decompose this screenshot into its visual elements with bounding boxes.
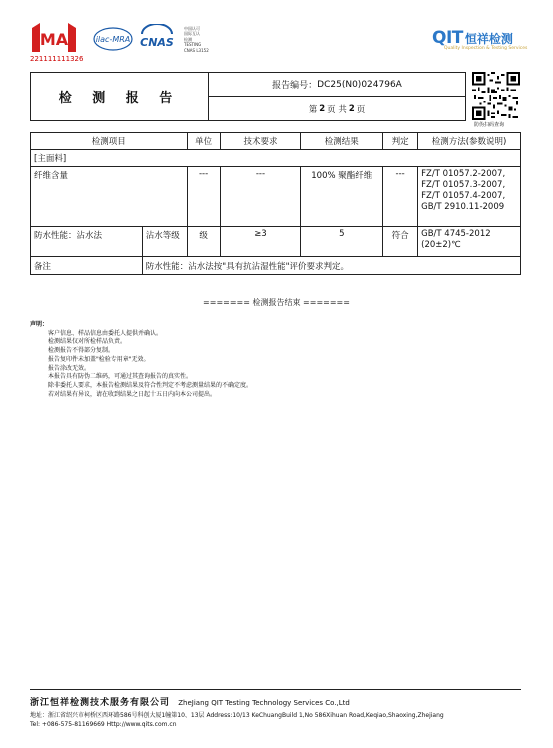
cma-logo: [30, 22, 78, 56]
footer-divider: [30, 689, 521, 690]
unit-cell: ---: [187, 167, 220, 227]
header-method: 检测方法(参数说明): [418, 133, 521, 150]
results-table: [30, 132, 521, 275]
statement-line: 检测结果仅对所检样品负责。: [48, 338, 127, 346]
report-end-marker: ======= 检测报告结束 =======: [203, 298, 350, 307]
table-row: [31, 167, 521, 227]
page-indicator: [209, 97, 465, 120]
remark-row: [31, 257, 521, 275]
footer-company: [30, 695, 350, 708]
header-item: 检测项目: [31, 133, 188, 150]
footer-tel-web: Tel: +086-575-81169669 Http://www.qits.com.cn: [30, 721, 177, 728]
qit-logo: QIT: [432, 28, 463, 48]
qit-name-cn: 恒祥检测: [464, 32, 513, 46]
page-total: 2: [348, 103, 355, 114]
cnas-text: CNAS: [140, 36, 174, 49]
statement-line: 报告复印件未加盖"检验专用章"无效。: [48, 355, 150, 363]
company-name-en: ZheJiang QIT Testing Technology Services Co.,Ltd: [178, 699, 350, 707]
statement: [30, 321, 252, 399]
qit-brand: [432, 28, 532, 58]
statement-line: 报告涂改无效。: [48, 364, 91, 372]
report-number: [209, 73, 465, 97]
statement-line: 若对结果有异议，请在收到结果之日起十五日内向本公司提出。: [48, 390, 217, 398]
header-result: 检测结果: [301, 133, 383, 150]
judgement-cell: ---: [383, 167, 418, 227]
statement-line: 除非委托人要求，本报告检测结果及符合性判定不考虑测量结果的不确定度。: [48, 381, 253, 389]
report-number-value: DC25(N0)024796A: [317, 79, 402, 90]
statement-header: 声明：: [30, 321, 49, 328]
report-title: 检 测 报 告: [31, 73, 209, 120]
company-name-cn: 浙江恒祥检测技术服务有限公司: [30, 698, 171, 708]
page-mid: 页 共: [327, 104, 347, 115]
item-cell: 纤维含量: [31, 167, 188, 227]
cnas-cert-text: 中国认可 国际互认 检测 TESTING CNAS L3152: [184, 26, 209, 53]
remark-text: 防水性能：沾水法按"具有抗沾湿性能"评价要求判定。: [142, 257, 520, 275]
result-cell: 5: [301, 227, 383, 257]
requirement-cell: ---: [220, 167, 301, 227]
page-suffix: 页: [356, 104, 366, 115]
judgement-cell: 符合: [383, 227, 418, 257]
cnas-logo: [138, 24, 176, 54]
page-prefix: 第: [308, 104, 318, 115]
qit-tagline: Quality Inspection & Testing Services: [444, 46, 528, 51]
header-judgement: 判定: [383, 133, 418, 150]
method-cell: [418, 227, 521, 257]
ilac-mra-logo: [92, 26, 134, 52]
footer-address: 地址：浙江省绍兴市柯桥区西环路586号科创大厦1幢第10、13层 Address:10/13 KeChuangBuild 1,No 586Xihuan Road,Keqiao,Shaoxing,Zhejiang: [30, 712, 444, 719]
ilac-text: ilac-MRA: [95, 35, 131, 44]
header-unit: 单位: [187, 133, 220, 150]
section-row: [31, 150, 521, 167]
cma-text: MA: [39, 30, 69, 49]
statement-line: 本报告具有防伪二维码，可通过其查询报告的真实性。: [48, 373, 193, 381]
qr-code[interactable]: [472, 72, 520, 120]
table-row: [31, 227, 521, 257]
page-current: 2: [319, 103, 326, 114]
section-label: [主面料]: [31, 150, 521, 167]
table-header-row: [31, 133, 521, 150]
method-line: GB/T 2910.11-2009: [421, 202, 505, 212]
qr-caption: 防伪扫码查询: [474, 122, 505, 128]
method-line: FZ/T 01057.4-2007,: [421, 191, 506, 201]
method-line: (20±2)℃: [421, 240, 461, 250]
report-title-block: [30, 72, 466, 121]
method-cell: [418, 167, 521, 227]
cma-number: 221111111326: [30, 55, 84, 63]
remark-label: [31, 257, 143, 275]
footer-contact: [30, 711, 444, 729]
remark-label-text: 备注: [34, 261, 52, 272]
method-line: FZ/T 01057.2-2007,: [421, 169, 506, 179]
unit-cell: 级: [187, 227, 220, 257]
requirement-cell: ≥3: [220, 227, 301, 257]
method-line: GB/T 4745-2012: [421, 229, 491, 239]
item-cell: 防水性能：沾水法: [31, 227, 143, 257]
report-number-label: 报告编号：: [272, 81, 318, 91]
statement-line: 客户信息、样品信息由委托人提供并确认。: [48, 329, 163, 337]
statement-lines: [48, 330, 252, 400]
statement-line: 检测报告不得部分复制。: [48, 347, 115, 355]
subitem-cell: 沾水等级: [142, 227, 187, 257]
method-line: FZ/T 01057.3-2007,: [421, 180, 506, 190]
result-cell: 100% 聚酯纤维: [301, 167, 383, 227]
header-requirement: 技术要求: [220, 133, 301, 150]
